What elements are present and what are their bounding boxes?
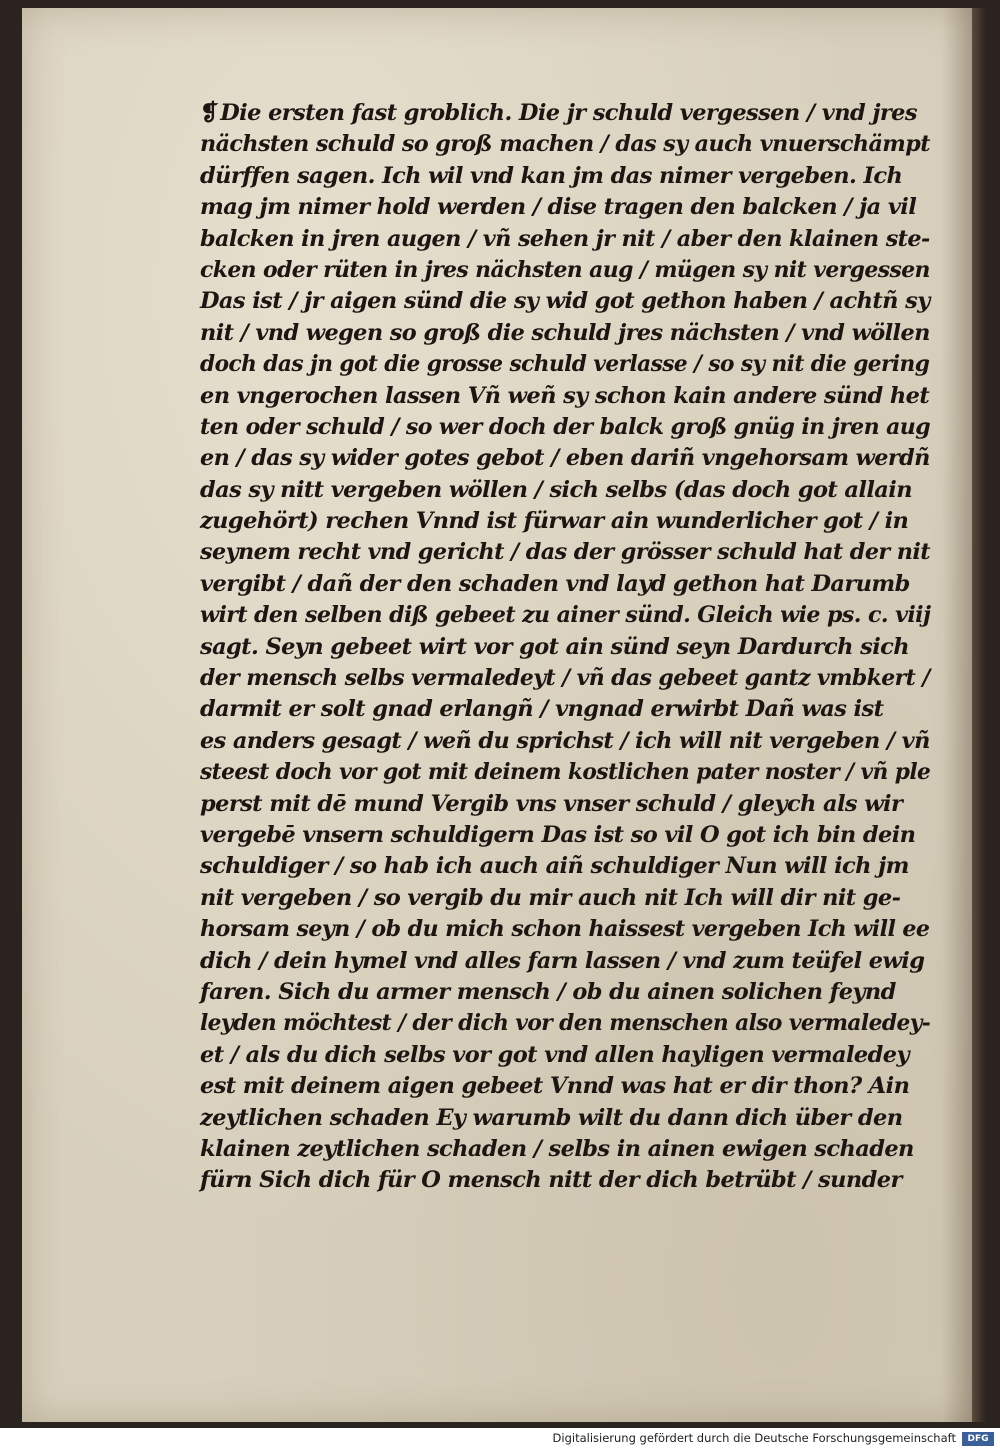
text-line: leyden möchtest / der dich vor den menschen also vermaledey- [200, 1010, 931, 1037]
text-line: perst mit dē mund Vergib vns vnser schuld / gleych als wir [200, 790, 903, 817]
text-line: horsam seyn / ob du mich schon haissest vergeben Ich will ee [200, 916, 930, 943]
text-line [200, 98, 930, 129]
footer-bar [0, 1428, 1000, 1450]
text-block [200, 98, 930, 1197]
text-line: schuldiger / so hab ich auch aiñ schuldiger Nun will ich jm [200, 853, 909, 880]
text-line: der mensch selbs vermaledeyt / vñ das gebeet gantz vmbkert / [200, 665, 930, 692]
text-line: klainen zeytlichen schaden / selbs in ainen ewigen schaden [200, 1135, 914, 1162]
text-line: dich / dein hymel vnd alles farn lassen / vnd zum teüfel ewig [200, 947, 925, 974]
text-line: vergebē vnsern schuldigern Das ist so vil O got ich bin dein [200, 821, 916, 848]
text-line: Das ist / jr aigen sünd die sy wid got gethon haben / achtñ sy [200, 288, 930, 315]
book-page [22, 8, 972, 1422]
text-line: das sy nitt vergeben wöllen / sich selbs (das doch got allain [200, 476, 912, 503]
text-line: en / das sy wider gotes gebot / eben dariñ vngehorsam werdñ [200, 445, 930, 472]
text-line: seynem recht vnd gericht / das der grösser schuld hat der nit [200, 539, 931, 566]
text-line: nächsten schuld so groß machen / das sy auch vnuerschämpt [200, 131, 930, 158]
text-line: es anders gesagt / weñ du sprichst / ich will nit vergeben / vñ [200, 727, 930, 754]
dfg-logo-icon: DFG [962, 1432, 994, 1446]
text-line: et / als du dich selbs vor got vnd allen hayligen vermaledey [200, 1041, 909, 1068]
text-line: nit / vnd wegen so groß die schuld jres nächsten / vnd wöllen [200, 319, 930, 346]
text-line: cken oder rüten in jres nächsten aug / mügen sy nit vergessen [200, 256, 930, 283]
page-gutter [972, 8, 986, 1422]
text-line: sagt. Seyn gebeet wirt vor got ain sünd seyn Dardurch sich [200, 633, 910, 660]
text-line: darmit er solt gnad erlangñ / vngnad erwirbt Dañ was ist [200, 696, 884, 723]
text-line: dürffen sagen. Ich wil vnd kan jm das nimer vergeben. Ich [200, 162, 903, 189]
text-line: mag jm nimer hold werden / dise tragen den balcken / ja vil [200, 194, 917, 221]
text-line: ten oder schuld / so wer doch der balck groß gnüg in jren aug [200, 413, 931, 440]
text-line: faren. Sich du armer mensch / ob du ainen solichen feynd [200, 978, 896, 1005]
text-line: fürn Sich dich für O mensch nitt der dich betrübt / sunder [200, 1167, 902, 1194]
text-line: zugehört) rechen Vnnd ist fürwar ain wunderlicher got / in [200, 508, 909, 535]
text-line: est mit deinem aigen gebeet Vnnd was hat er dir thon? Ain [200, 1073, 910, 1100]
text-line: nit vergeben / so vergib du mir auch nit Ich will dir nit ge- [200, 884, 901, 911]
text-line: vergibt / dañ der den schaden vnd layd gethon hat Darumb [200, 570, 910, 597]
paragraph-mark-icon: ❡ [200, 100, 219, 126]
text-line: en vngerochen lassen Vñ weñ sy schon kain andere sünd het [200, 382, 930, 409]
text-line: steest doch vor got mit deinem kostlichen pater noster / vñ ple [200, 759, 931, 786]
text-line: balcken in jren augen / vñ sehen jr nit / aber den klainen ste- [200, 225, 930, 252]
text-line-content: Die ersten fast groblich. Die jr schuld vergessen / vnd jres [220, 100, 917, 126]
text-line: wirt den selben diß gebeet zu ainer sünd. Gleich wie ps. c. viij [200, 602, 931, 629]
footer-credit-text: Digitalisierung gefördert durch die Deutsche Forschungsgemeinschaft [552, 1431, 956, 1445]
text-line: zeytlichen schaden Ey warumb wilt du dann dich über den [200, 1104, 903, 1131]
text-line: doch das jn got die grosse schuld verlasse / so sy nit die gering [200, 351, 930, 378]
page-edge-shadow [942, 8, 972, 1422]
